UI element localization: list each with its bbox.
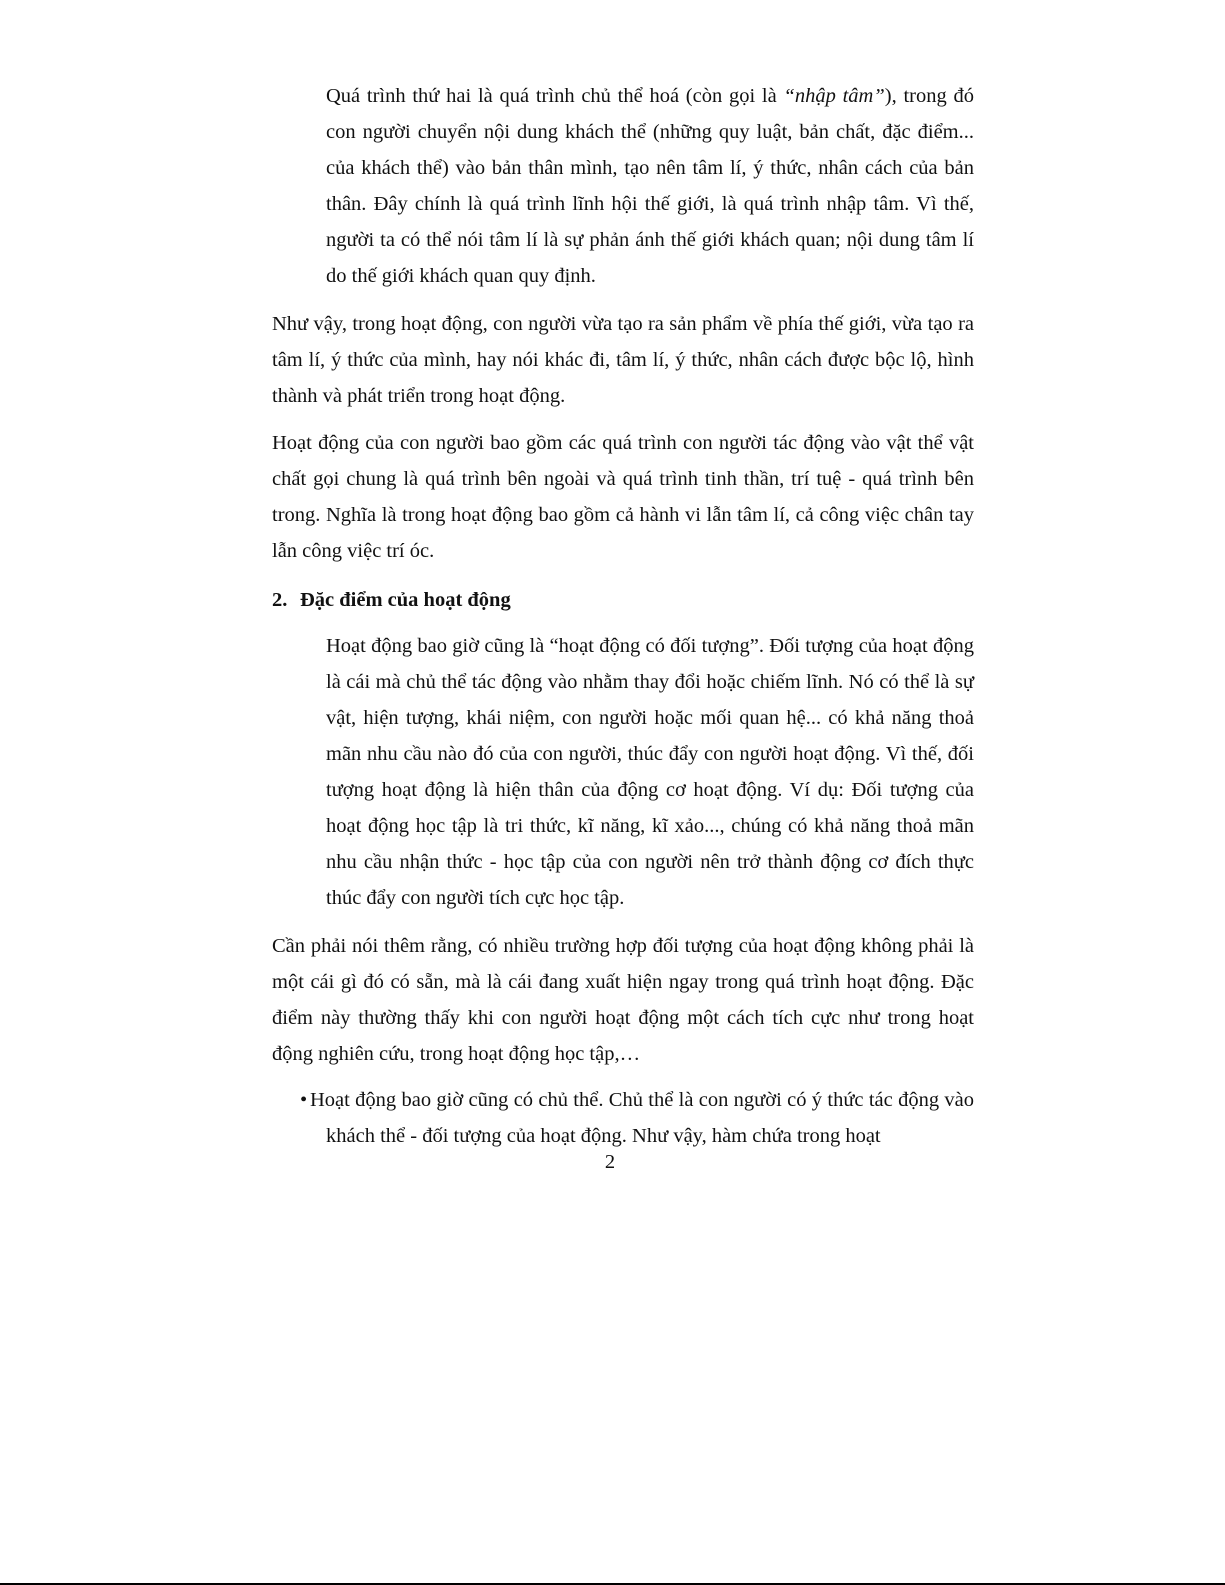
paragraph-external-internal: Hoạt động của con người bao gồm các quá trình con người tác động vào vật thể vật chất gọi chung là quá trình bên ngoài và quá trình tinh thần, trí tuệ - quá trình bên trong. Nghĩa là trong hoạt động bao gồm cả hành vi lẫn tâm lí, cả công việc chân tay lẫn công việc trí óc. (272, 432, 974, 562)
paragraph-object-of-activity: Hoạt động bao giờ cũng là “hoạt động có đối tượng”. Đối tượng của hoạt động là cái mà chủ thể tác động vào nhằm thay đổi hoặc chiếm lĩnh. Nó có thể là sự vật, hiện tượng, khái niệm, con người hoặc mối quan hệ... có khả năng thoả mãn nhu cầu nào đó của con người, thúc đẩy con người hoạt động. Vì thế, đối tượng hoạt động là hiện thân của động cơ hoạt động. Ví dụ: Đối tượng của hoạt động học tập là tri thức, kĩ năng, kĩ xảo..., chúng có khả năng thoả mãn nhu cầu nhận thức - học tập của con người nên trở thành động cơ đích thực thúc đẩy con người tích cực học tập. (326, 635, 974, 909)
section-title: Đặc điểm của hoạt động (300, 589, 511, 611)
paragraph-internalization (326, 78, 974, 294)
page-number: 2 (604, 1151, 616, 1173)
paragraph-internalization-rest: ), trong đó con người chuyển nội dung khách thể (những quy luật, bản chất, đặc điểm... của khách thể) vào bản thân mình, tạo nên tâm lí, ý thức, nhân cách của bản thân. Đây chính là quá trình lĩnh hội thế giới, là quá trình nhập tâm. Vì thế, người ta có thể nói tâm lí là sự phản ánh thế giới khách quan; nội dung tâm lí do thế giới khách quan quy định. (326, 85, 974, 287)
paragraph-internalization-lead: Quá trình thứ hai là quá trình chủ thể hoá (còn gọi là (326, 85, 784, 107)
bullet-item-subject (300, 1082, 974, 1154)
section-number: 2. (272, 589, 288, 611)
section-heading (272, 582, 511, 618)
italic-term-nhap-tam: “nhập tâm” (783, 85, 885, 107)
bullet-item-text: Hoạt động bao giờ cũng có chủ thể. Chủ thể là con người có ý thức tác động vào khách thể - đối tượng của hoạt động. Như vậy, hàm chứa trong hoạt (310, 1089, 974, 1147)
paragraph-summary: Như vậy, trong hoạt động, con người vừa tạo ra sản phẩm về phía thế giới, vừa tạo ra tâm lí, ý thức của mình, hay nói khác đi, tâm lí, ý thức, nhân cách được bộc lộ, hình thành và phát triển trong hoạt động. (272, 313, 974, 407)
bullet-icon: • (300, 1089, 308, 1111)
paragraph-emerging-object: Cần phải nói thêm rằng, có nhiều trường hợp đối tượng của hoạt động không phải là một cái gì đó có sẵn, mà là cái đang xuất hiện ngay trong quá trình hoạt động. Đặc điểm này thường thấy khi con người hoạt động một cách tích cực như trong hoạt động nghiên cứu, trong hoạt động học tập,… (272, 935, 974, 1065)
